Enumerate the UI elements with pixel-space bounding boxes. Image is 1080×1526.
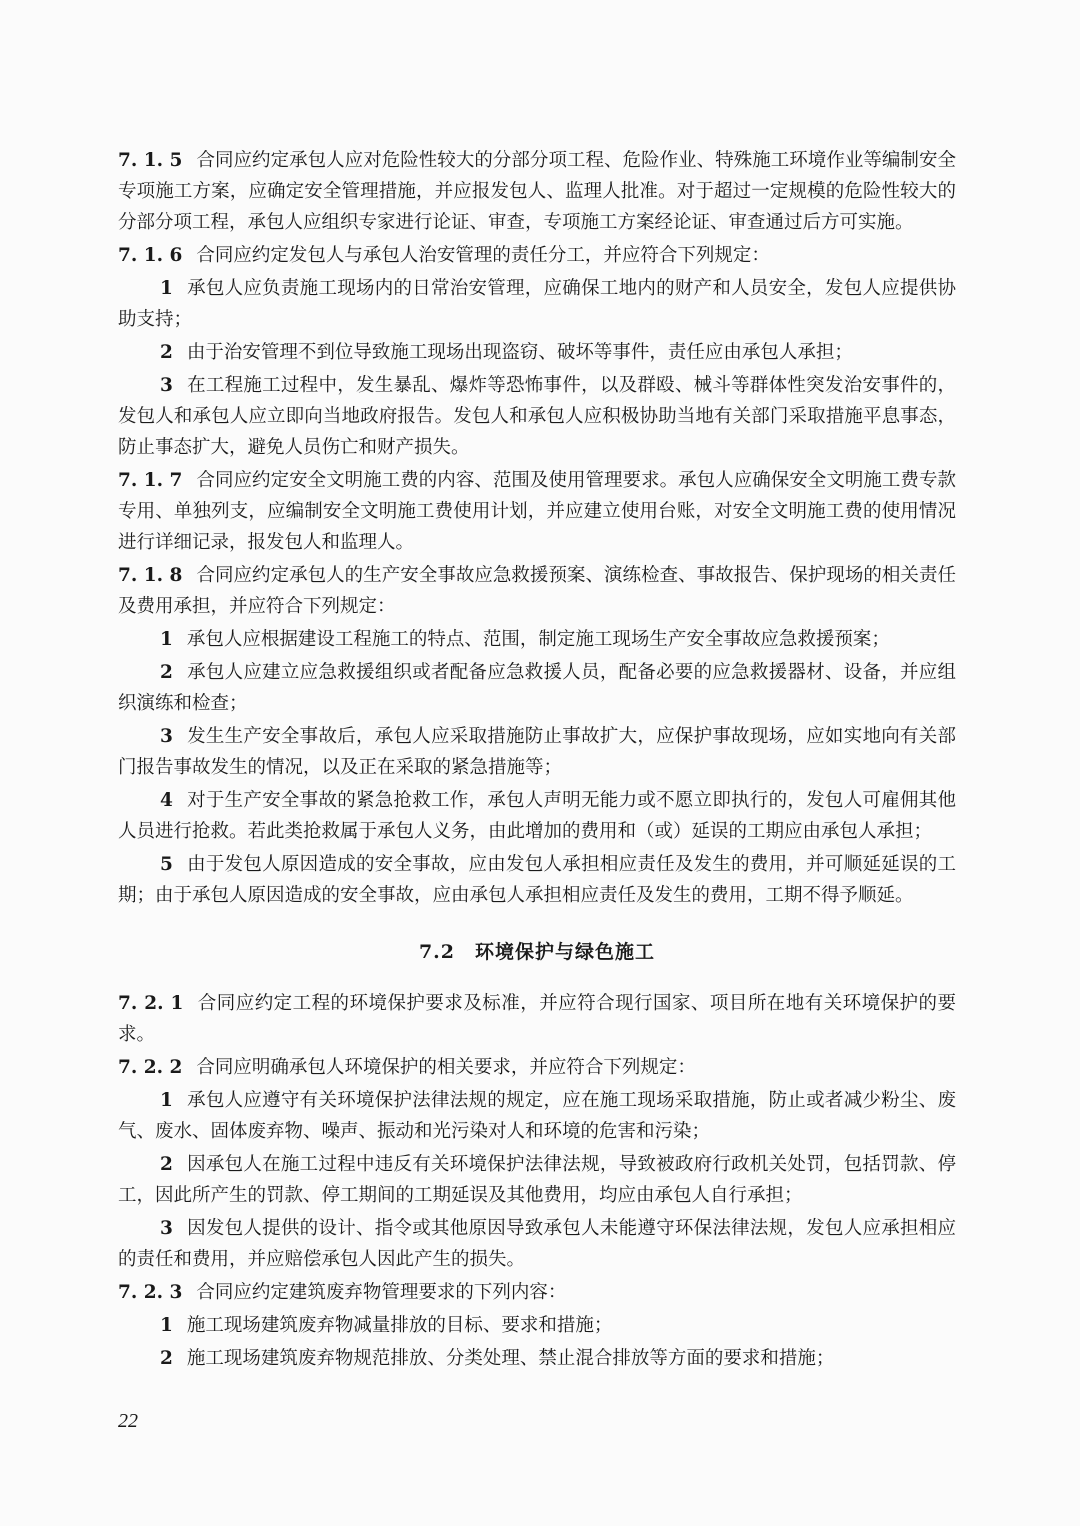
section-title: 环境保护与绿色施工 — [475, 941, 656, 963]
clause-item — [118, 1310, 956, 1341]
item-text: 对于生产安全事故的紧急抢救工作，承包人声明无能力或不愿立即执行的，发包人可雇佣其他人员进行抢救。若此类抢救属于承包人义务，由此增加的费用和（或）延误的工期应由承包人承担； — [118, 790, 956, 842]
clause-number: 7. 2. 1 — [118, 993, 184, 1014]
clause-item — [118, 657, 956, 719]
clauses-7-2 — [118, 988, 956, 1374]
item-number: 1 — [160, 1090, 173, 1111]
item-number: 3 — [160, 726, 173, 747]
item-text: 承包人应根据建设工程施工的特点、范围，制定施工现场生产安全事故应急救援预案； — [186, 629, 890, 650]
clause-item — [118, 721, 956, 783]
item-number: 5 — [160, 854, 173, 875]
item-text: 因承包人在施工过程中违反有关环境保护法律法规，导致被政府行政机关处罚，包括罚款、停工，因此所产生的罚款、停工期间的工期延误及其他费用，均应由承包人自行承担； — [118, 1154, 956, 1206]
clause-number: 7. 1. 5 — [118, 150, 183, 171]
clause-text: 合同应约定承包人的生产安全事故应急救援预案、演练检查、事故报告、保护现场的相关责任及费用承担，并应符合下列规定： — [118, 565, 956, 617]
item-text: 因发包人提供的设计、指令或其他原因导致承包人未能遵守环保法律法规，发包人应承担相应的责任和费用，并应赔偿承包人因此产生的损失。 — [118, 1218, 956, 1270]
clause-item — [118, 785, 956, 847]
item-text: 承包人应建立应急救援组织或者配备应急救援人员，配备必要的应急救援器材、设备，并应组织演练和检查； — [118, 662, 956, 714]
clause — [118, 560, 956, 622]
clause-item — [118, 1149, 956, 1211]
item-number: 4 — [160, 790, 173, 811]
clause — [118, 1052, 956, 1083]
item-number: 2 — [160, 342, 173, 363]
clause-text: 合同应约定承包人应对危险性较大的分部分项工程、危险作业、特殊施工环境作业等编制安全专项施工方案，应确定安全管理措施，并应报发包人、监理人批准。对于超过一定规模的危险性较大的分部分项工程，承包人应组织专家进行论证、审查，专项施工方案经论证、审查通过后方可实施。 — [118, 150, 956, 233]
clause-number: 7. 2. 2 — [118, 1057, 183, 1078]
item-text: 施工现场建筑废弃物规范排放、分类处理、禁止混合排放等方面的要求和措施； — [186, 1348, 835, 1369]
clause — [118, 145, 956, 238]
clause-text: 合同应约定发包人与承包人治安管理的责任分工，并应符合下列规定： — [196, 245, 770, 266]
item-text: 在工程施工过程中，发生暴乱、爆炸等恐怖事件，以及群殴、械斗等群体性突发治安事件的，发包人和承包人应立即向当地政府报告。发包人和承包人应积极协助当地有关部门采取措施平息事态，防止事态扩大，避免人员伤亡和财产损失。 — [118, 375, 956, 458]
clause-item — [118, 370, 956, 463]
clause-text: 合同应约定建筑废弃物管理要求的下列内容： — [196, 1282, 567, 1303]
item-text: 承包人应遵守有关环境保护法律法规的规定，应在施工现场采取措施，防止或者减少粉尘、废气、废水、固体废弃物、噪声、振动和光污染对人和环境的危害和污染； — [118, 1090, 956, 1142]
item-number: 3 — [160, 1218, 173, 1239]
clause — [118, 240, 956, 271]
clause-text: 合同应约定工程的环境保护要求及标准，并应符合现行国家、项目所在地有关环境保护的要求。 — [118, 993, 956, 1045]
page-content — [118, 145, 956, 1376]
item-text: 由于治安管理不到位导致施工现场出现盗窃、破坏等事件，责任应由承包人承担； — [186, 342, 853, 363]
clause-number: 7. 1. 8 — [118, 565, 183, 586]
item-text: 由于发包人原因造成的安全事故，应由发包人承担相应责任及发生的费用，并可顺延延误的工期；由于承包人原因造成的安全事故，应由承包人承担相应责任及发生的费用，工期不得予顺延。 — [118, 854, 956, 906]
clause-number: 7. 2. 3 — [118, 1282, 183, 1303]
item-number: 3 — [160, 375, 173, 396]
clause-text: 合同应明确承包人环境保护的相关要求，并应符合下列规定： — [196, 1057, 696, 1078]
clause — [118, 1277, 956, 1308]
item-number: 1 — [160, 278, 173, 299]
item-text: 承包人应负责施工现场内的日常治安管理，应确保工地内的财产和人员安全，发包人应提供协助支持； — [118, 278, 956, 330]
clause-item — [118, 624, 956, 655]
clause-item — [118, 1085, 956, 1147]
item-number: 1 — [160, 629, 173, 650]
section-number: 7.2 — [418, 941, 456, 963]
section-heading — [118, 937, 956, 964]
item-text: 施工现场建筑废弃物减量排放的目标、要求和措施； — [186, 1315, 613, 1336]
clause-item — [118, 849, 956, 911]
item-text: 发生生产安全事故后，承包人应采取措施防止事故扩大，应保护事故现场，应如实地向有关部门报告事故发生的情况，以及正在采取的紧急措施等； — [118, 726, 956, 778]
clause-item — [118, 1343, 956, 1374]
clause-item — [118, 273, 956, 335]
clause-text: 合同应约定安全文明施工费的内容、范围及使用管理要求。承包人应确保安全文明施工费专款专用、单独列支，应编制安全文明施工费使用计划，并应建立使用台账，对安全文明施工费的使用情况进行详细记录，报发包人和监理人。 — [118, 470, 956, 553]
item-number: 2 — [160, 662, 173, 683]
item-number: 1 — [160, 1315, 173, 1336]
item-number: 2 — [160, 1348, 173, 1369]
page-number: 22 — [118, 1410, 138, 1432]
clause-number: 7. 1. 7 — [118, 470, 183, 491]
item-number: 2 — [160, 1154, 173, 1175]
clause-number: 7. 1. 6 — [118, 245, 183, 266]
clause — [118, 988, 956, 1050]
clause-item — [118, 337, 956, 368]
clause — [118, 465, 956, 558]
clauses-7-1 — [118, 145, 956, 911]
clause-item — [118, 1213, 956, 1275]
